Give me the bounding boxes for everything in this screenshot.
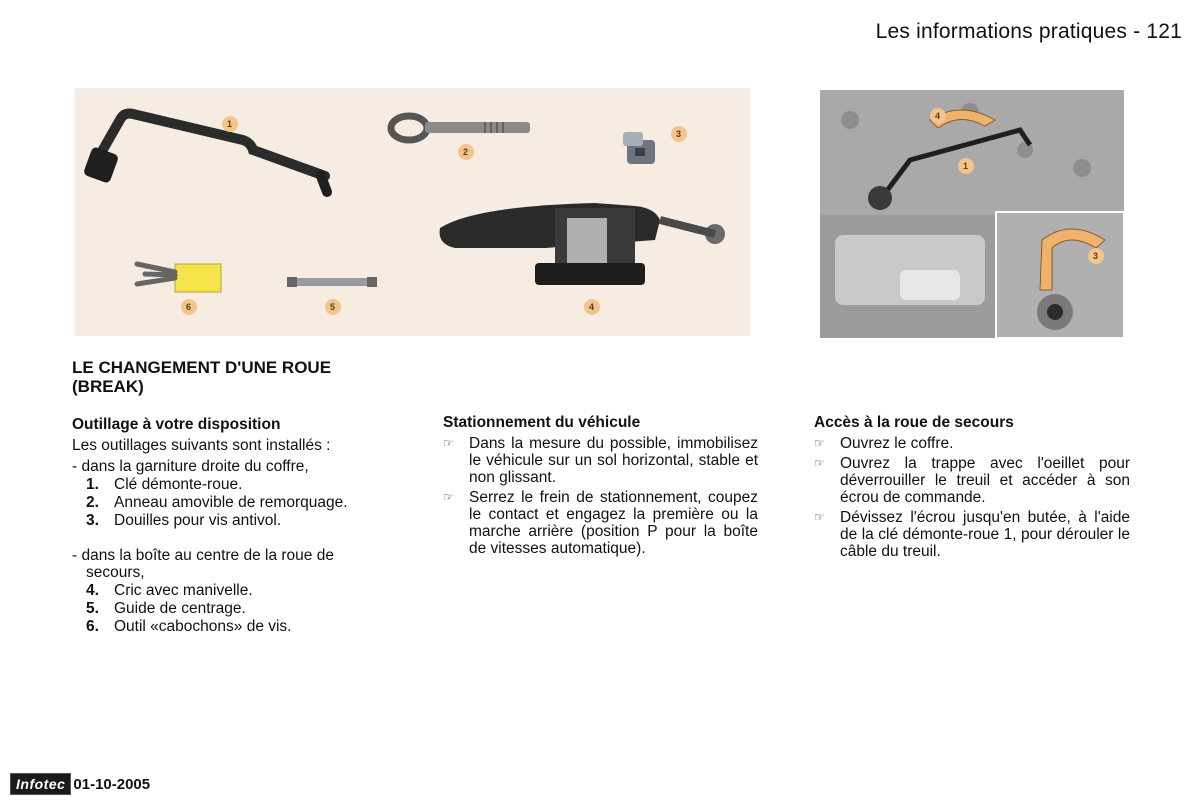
callout-5 (325, 299, 341, 315)
list-item: 4. Cric avec manivelle. (86, 582, 253, 599)
svg-text:1: 1 (227, 119, 233, 129)
tools-illustration (75, 88, 750, 336)
trunk-callout-4 (930, 108, 946, 124)
list-item: ☞ Dans la mesure du possible, immobilisez le véhicule sur un sol horizontal, stable et non glissant. (443, 435, 758, 486)
trunk-illustration (820, 90, 1124, 338)
tools-group2-list (72, 582, 386, 635)
antitheft-socket-drawing (623, 132, 655, 164)
callout-4 (584, 299, 600, 315)
tools-group2-label: - dans la boîte au centre de la roue de secours, (72, 547, 334, 581)
svg-text:4: 4 (935, 111, 941, 121)
callout-6 (181, 299, 197, 315)
tools-group1-list (72, 476, 386, 529)
tools-column (72, 416, 386, 636)
centring-guide-drawing (287, 277, 377, 287)
svg-text:5: 5 (330, 302, 336, 312)
svg-text:1: 1 (963, 161, 969, 171)
infotec-logo: Infotec (10, 773, 71, 795)
cap-tool-drawing (137, 264, 221, 292)
svg-text:3: 3 (676, 129, 682, 139)
svg-text:4: 4 (589, 302, 595, 312)
list-item: ☞ Ouvrez le coffre. (814, 435, 954, 452)
parking-list (443, 435, 758, 557)
callout-3 (671, 126, 687, 142)
callout-2 (458, 144, 474, 160)
list-item: ☞ Serrez le frein de stationnement, coupez le contact et engagez la première ou la marche arrière (position P pour la boîte de vitesses automatique). (443, 489, 758, 557)
list-item: 3. Douilles pour vis antivol. (86, 512, 282, 529)
spare-wheel-heading: Accès à la roue de secours (814, 414, 1014, 431)
page-header: Les informations pratiques - 121 (875, 20, 1182, 43)
tools-heading: Outillage à votre disposition (72, 416, 281, 433)
svg-text:6: 6 (186, 302, 192, 312)
section-title: LE CHANGEMENT D'UNE ROUE (BREAK) (72, 358, 332, 396)
list-item: 1. Clé démonte-roue. (86, 476, 243, 493)
tools-intro: Les outillages suivants sont installés : (72, 437, 331, 454)
footer-date: 01-10-2005 (73, 775, 151, 793)
spare-wheel-list (814, 435, 1130, 560)
list-item: ☞ Ouvrez la trappe avec l'oeillet pour déverrouiller le treuil et accéder à son écrou de commande. (814, 455, 1130, 506)
list-item: 2. Anneau amovible de remorquage. (86, 494, 348, 511)
page-footer (10, 773, 150, 795)
svg-text:3: 3 (1093, 251, 1099, 261)
wheel-wrench-drawing (83, 114, 327, 193)
trunk-callout-1 (958, 158, 974, 174)
callout-1 (222, 116, 238, 132)
spare-wheel-column (814, 414, 1130, 563)
pointing-hand-icon: ☞ (814, 436, 825, 450)
jack-drawing (440, 203, 725, 285)
svg-text:2: 2 (463, 147, 469, 157)
pointing-hand-icon: ☞ (443, 490, 454, 504)
pointing-hand-icon: ☞ (814, 456, 825, 470)
pointing-hand-icon: ☞ (814, 510, 825, 524)
parking-column (443, 414, 758, 560)
parking-heading: Stationnement du véhicule (443, 414, 641, 431)
tools-group1-label: - dans la garniture droite du coffre, (72, 458, 309, 475)
pointing-hand-icon: ☞ (443, 436, 454, 450)
list-item: ☞ Dévissez l'écrou jusqu'en butée, à l'aide de la clé démonte-roue 1, pour dérouler le câble du treuil. (814, 509, 1130, 560)
list-item: 6. Outil «cabochons» de vis. (86, 618, 292, 635)
trunk-callout-3 (1088, 248, 1104, 264)
towing-eye-drawing (391, 116, 530, 140)
list-item: 5. Guide de centrage. (86, 600, 246, 617)
